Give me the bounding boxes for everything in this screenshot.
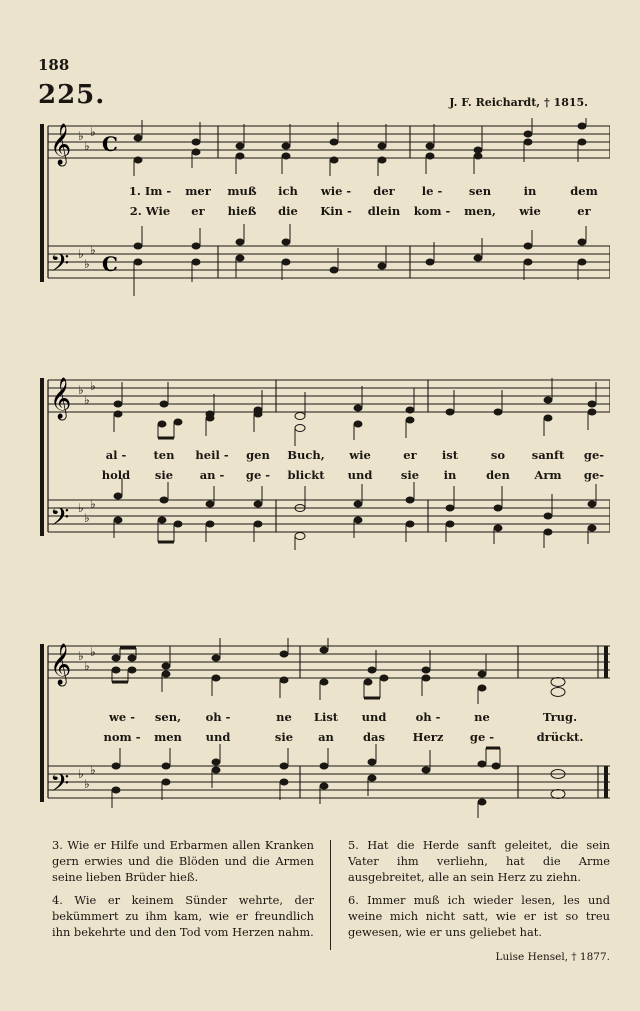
syllable: ten: [153, 448, 175, 462]
syllable: und: [205, 730, 231, 744]
syllable: al -: [105, 448, 127, 462]
syllable: an -: [199, 468, 225, 482]
svg-text:𝄞: 𝄞: [50, 378, 72, 419]
syllable: die: [278, 204, 298, 218]
lyrics-verse2-line3: [38, 730, 610, 744]
svg-text:♭: ♭: [84, 139, 90, 153]
lyrics-verse2-line2: [38, 468, 610, 482]
svg-text:C: C: [102, 132, 118, 156]
svg-text:𝄞: 𝄞: [50, 644, 72, 685]
svg-text:𝄢: 𝄢: [50, 249, 70, 284]
svg-text:♭: ♭: [78, 247, 84, 261]
syllable: an: [318, 730, 334, 744]
syllable: sanft: [531, 448, 565, 462]
syllable: sie: [274, 730, 294, 744]
stanza-4: 4. Wie er keinem Sünder wehrte, der bekümmert zu ihm kam, wie er freundlich ihn bekehrte und den Tod vom Herzen nahm.: [52, 893, 314, 939]
syllable: den: [486, 468, 510, 482]
syllable: und: [361, 710, 387, 724]
lyrics-verse2-line1: [38, 204, 610, 218]
syllable: muß: [227, 184, 257, 198]
svg-text:♭: ♭: [90, 763, 96, 777]
svg-text:𝄢: 𝄢: [50, 503, 70, 538]
svg-text:♭: ♭: [78, 767, 84, 781]
syllable: in: [443, 468, 457, 482]
svg-text:♭: ♭: [90, 125, 96, 139]
syllable: kom -: [413, 204, 451, 218]
svg-text:♭: ♭: [84, 393, 90, 407]
stanzas-right-column: [348, 838, 610, 963]
syllable: drückt.: [536, 730, 584, 744]
svg-text:𝄞: 𝄞: [50, 124, 72, 165]
svg-text:♭: ♭: [84, 659, 90, 673]
syllable: ne: [474, 710, 490, 724]
syllable: mer: [185, 184, 211, 198]
syllable: sen,: [154, 710, 182, 724]
music-system-1: [38, 118, 610, 300]
author-credit: Luise Hensel, † 1877.: [495, 951, 610, 963]
svg-text:♭: ♭: [84, 777, 90, 791]
syllable: ge -: [469, 730, 495, 744]
syllable: List: [313, 710, 339, 724]
svg-text:♭: ♭: [78, 383, 84, 397]
music-system-3: [38, 638, 610, 820]
syllable: men: [154, 730, 182, 744]
syllable: wie -: [320, 184, 352, 198]
stanza-5: 5. Hat die Herde sanft geleitet, die sein Vater ihm verliehn, hat die Arme ausgebreitet, alle an sein Herz zu ziehn.: [348, 838, 610, 884]
syllable: Buch,: [287, 448, 325, 462]
syllable: der: [373, 184, 395, 198]
lyrics-verse1-line3: [38, 710, 610, 724]
syllable: oh -: [205, 710, 231, 724]
syllable: sie: [400, 468, 420, 482]
syllable: und: [347, 468, 373, 482]
syllable: ne: [276, 710, 292, 724]
syllable: das: [363, 730, 385, 744]
column-divider: [330, 840, 331, 950]
syllable: 2. Wie: [129, 204, 171, 218]
svg-text:♭: ♭: [78, 501, 84, 515]
syllable: ge-: [583, 448, 605, 462]
svg-text:♭: ♭: [90, 379, 96, 393]
syllable: heil -: [195, 448, 229, 462]
syllable: sen: [468, 184, 492, 198]
syllable: Trug.: [542, 710, 578, 724]
composer-credit: J. F. Reichardt, † 1815.: [449, 96, 588, 109]
syllable: oh -: [415, 710, 441, 724]
syllable: so: [490, 448, 506, 462]
score-staves-3: [38, 638, 610, 820]
syllable: le -: [421, 184, 443, 198]
syllable: er: [191, 204, 205, 218]
svg-text:♭: ♭: [90, 645, 96, 659]
hymn-number: 225.: [38, 80, 106, 110]
svg-text:♭: ♭: [84, 511, 90, 525]
syllable: men,: [464, 204, 496, 218]
syllable: Herz: [412, 730, 444, 744]
music-system-2: [38, 372, 610, 554]
svg-text:♭: ♭: [90, 497, 96, 511]
syllable: nom -: [103, 730, 141, 744]
syllable: ge-: [583, 468, 605, 482]
syllable: er: [403, 448, 417, 462]
syllable: dem: [570, 184, 598, 198]
syllable: hieß: [227, 204, 257, 218]
svg-text:♭: ♭: [84, 257, 90, 271]
svg-text:C: C: [102, 252, 118, 276]
syllable: Kin -: [320, 204, 352, 218]
page-number: 188: [38, 56, 70, 74]
syllable: sie: [154, 468, 174, 482]
syllable: 1. Im -: [128, 184, 172, 198]
syllable: dlein: [367, 204, 401, 218]
syllable: wie: [519, 204, 541, 218]
syllable: ich: [278, 184, 298, 198]
syllable: ist: [441, 448, 459, 462]
syllable: er: [577, 204, 591, 218]
syllable: wie: [349, 448, 371, 462]
stanza-6: 6. Immer muß ich wieder lesen, les und weine mich nicht satt, wie er ist so treu gewesen, wie er uns geliebet hat.: [348, 893, 610, 939]
svg-text:𝄢: 𝄢: [50, 769, 70, 804]
svg-text:♭: ♭: [78, 129, 84, 143]
stanza-3: 3. Wie er Hilfe und Erbarmen allen Kranken gern erwies und die Blöden und die Armen seine lieben Brüder hieß.: [52, 838, 314, 884]
syllable: blickt: [287, 468, 325, 482]
syllable: Arm: [534, 468, 562, 482]
syllable: in: [523, 184, 537, 198]
score-staves-2: [38, 372, 610, 554]
syllable: hold: [101, 468, 131, 482]
stanzas-left-column: [52, 838, 314, 949]
lyrics-verse1-line2: [38, 448, 610, 462]
lyrics-verse1-line1: [38, 184, 610, 198]
svg-text:♭: ♭: [78, 649, 84, 663]
syllable: we -: [109, 710, 135, 724]
svg-text:♭: ♭: [90, 243, 96, 257]
syllable: ge -: [245, 468, 271, 482]
syllable: gen: [246, 448, 270, 462]
